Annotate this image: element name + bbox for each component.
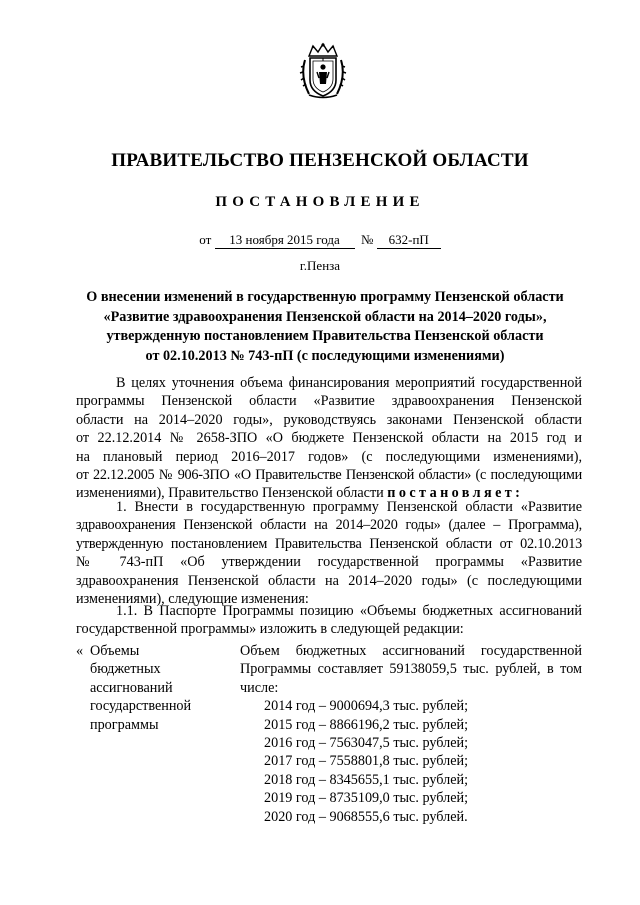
- document-date: 13 ноября 2015 года: [215, 232, 355, 249]
- label-line: бюджетных: [90, 661, 161, 678]
- label-line: государственной: [90, 698, 192, 715]
- text-line: В целях уточнения объема финансирования мероприятий государственной: [116, 375, 582, 391]
- coat-of-arms-emblem: [299, 42, 347, 100]
- subject-line: «Развитие здравоохранения Пензенской области на 2014–2020 годы»,: [103, 308, 547, 325]
- document-subject: [60, 288, 590, 366]
- item-1-paragraph: [76, 498, 582, 608]
- preamble-paragraph: [76, 374, 582, 503]
- text-line: программы Пензенской области «Развитие здравоохранения Пензенской: [76, 393, 582, 410]
- subject-line: утвержденную постановлением Правительства Пензенской области: [106, 328, 544, 344]
- text-line: области на 2014–2020 годы», руководствуясь законами Пензенской области: [76, 411, 582, 428]
- label-line: Объемы: [90, 643, 140, 659]
- subject-line: от 02.10.2013 № 743-пП (с последующими изменениями): [145, 347, 505, 364]
- text-line: № 743-пП «Об утверждении государственной программы «Развитие: [76, 554, 582, 571]
- opening-quote: «: [76, 643, 84, 659]
- document-type: ПОСТАНОВЛЕНИЕ: [215, 194, 425, 210]
- text-line: 1. Внести в государственную программу Пензенской области «Развитие: [116, 499, 582, 515]
- table-value-cell: [240, 642, 582, 826]
- year-funding-line: 2016 год – 7563047,5 тыс. рублей;: [264, 735, 469, 752]
- value-line: Объем бюджетных ассигнований государственной: [240, 643, 582, 659]
- text-line: здравоохранения Пензенской области на 2014–2020 годы» (с последующими: [76, 572, 582, 589]
- text-line: здравоохранения Пензенской области на 2014–2020 годы» (далее – Программа),: [76, 517, 582, 534]
- year-funding-line: 2020 год – 9068555,6 тыс. рублей.: [264, 808, 468, 825]
- value-line: Программы составляет 59138059,5 тыс. рублей, в том: [240, 661, 582, 678]
- text-line: изменениями), следующие изменения:: [76, 591, 309, 608]
- government-title: ПРАВИТЕЛЬСТВО ПЕНЗЕНСКОЙ ОБЛАСТИ: [111, 150, 529, 171]
- year-funding-line: 2018 год – 8345655,1 тыс. рублей;: [264, 771, 469, 788]
- year-funding-line: 2017 год – 7558801,8 тыс. рублей;: [264, 753, 469, 770]
- date-number-line: [0, 232, 640, 249]
- resolution-word: постановляет:: [387, 485, 524, 502]
- text-line: от 22.12.2014 № 2658-ЗПО «О бюджете Пензенской области на 2015 год и: [76, 430, 582, 447]
- text-line: утвержденную постановлением Правительства Пензенской области от 02.10.2013: [76, 535, 582, 552]
- text-fragment: изменениями), Правительство Пензенской области: [76, 485, 384, 502]
- table-label: [90, 642, 220, 734]
- label-line: программы: [90, 716, 159, 733]
- item-1-1-paragraph: [76, 602, 582, 639]
- subject-line: О внесении изменений в государственную программу Пензенской области: [86, 289, 564, 305]
- year-funding-line: 2019 год – 8735109,0 тыс. рублей;: [264, 790, 469, 807]
- year-funding-line: 2015 год – 8866196,2 тыс. рублей;: [264, 716, 469, 733]
- text-line: от 22.12.2005 № 906-ЗПО «О Правительстве Пензенской области» (с последующими: [76, 467, 582, 484]
- number-prefix: №: [361, 232, 374, 247]
- date-prefix: от: [199, 232, 212, 247]
- text-line: 1.1. В Паспорте Программы позицию «Объемы бюджетных ассигнований: [116, 603, 582, 619]
- value-line: числе:: [240, 679, 279, 696]
- text-line: на плановый период 2016–2017 годов» (с последующими изменениями),: [76, 448, 582, 465]
- label-line: ассигнований: [90, 679, 173, 696]
- document-number: 632-пП: [377, 232, 441, 249]
- city: г.Пенза: [299, 258, 341, 273]
- year-funding-line: 2014 год – 9000694,3 тыс. рублей;: [264, 698, 469, 715]
- text-line: государственной программы» изложить в следующей редакции:: [76, 621, 464, 638]
